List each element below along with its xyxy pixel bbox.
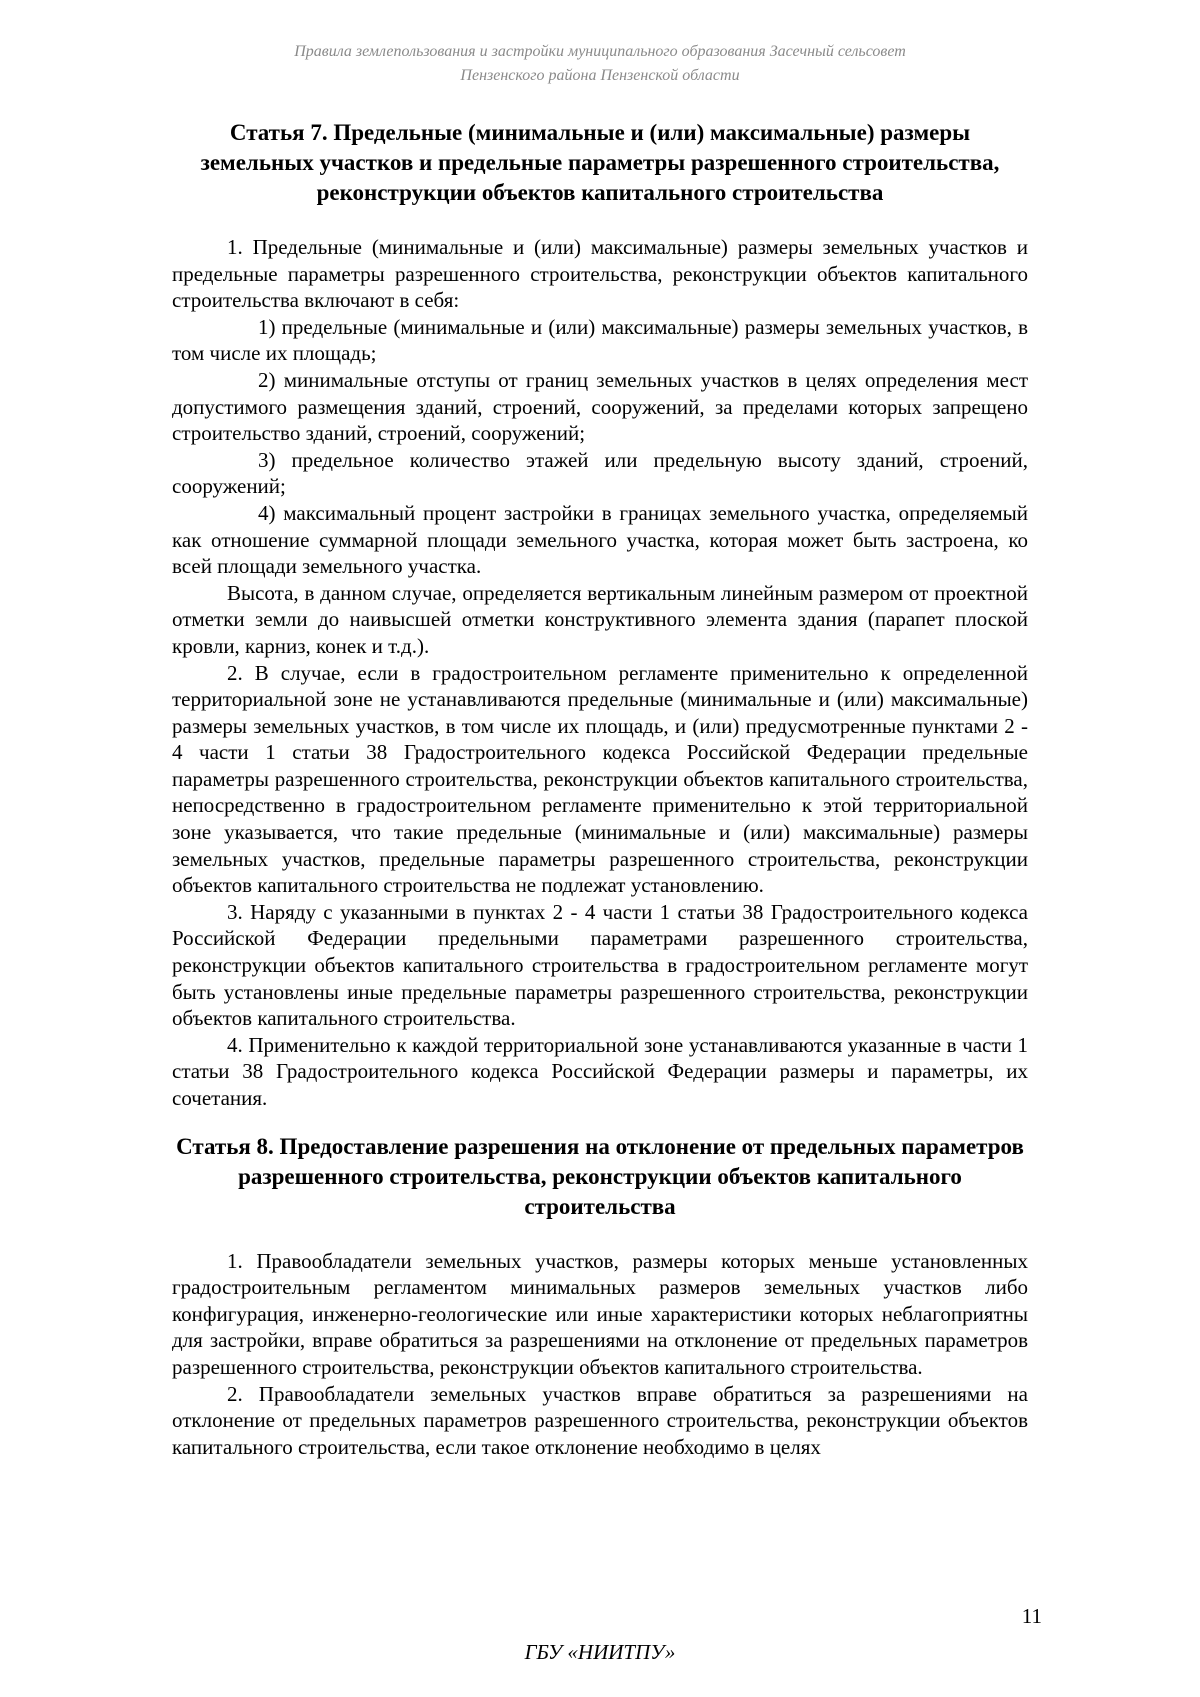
- article-8-title: Статья 8. Предоставление разрешения на отклонение от предельных параметров разрешенного строительства, реконструкции объектов капитального строительства: [176, 1133, 1024, 1219]
- article-7-paragraph: 2. В случае, если в градостроительном регламенте применительно к определенной территориальной зоне не устанавливаются предельные (минимальные и (или) максимальные) размеры земельных участков, в том числе их площадь, и (или) предусмотренные пунктами 2 - 4 части 1 статьи 38 Градостроительного кодекса Российской Федерации предельные параметры разрешенного строительства, реконструкции объектов капитального строительства, непосредственно в градостроительном регламенте применительно к этой территориальной зоне указывается, что такие предельные (минимальные и (или) максимальные) размеры земельных участков, предельные параметры разрешенного строительства, реконструкции объектов капитального строительства не подлежат установлению.: [172, 660, 1028, 898]
- page-content: [172, 118, 1028, 1460]
- article-7-body: [172, 234, 1028, 1112]
- article-7-paragraph: 3. Наряду с указанными в пунктах 2 - 4 части 1 статьи 38 Градостроительного кодекса Российской Федерации предельными параметрами разрешенного строительства, реконструкции объектов капитального строительства в градостроительном регламенте могут быть установлены иные предельные параметры разрешенного строительства, реконструкции объектов капитального строительства.: [172, 899, 1028, 1031]
- article-7-subitem: 1) предельные (минимальные и (или) максимальные) размеры земельных участков, в том числе их площадь;: [172, 314, 1028, 366]
- article-7-paragraph: 1. Предельные (минимальные и (или) максимальные) размеры земельных участков и предельные параметры разрешенного строительства, реконструкции объектов капитального строительства включают в себя:: [172, 235, 1028, 313]
- article-7-subitem: 4) максимальный процент застройки в границах земельного участка, определяемый как отношение суммарной площади земельного участка, которая может быть застроена, ко всей площади земельного участка.: [172, 500, 1028, 579]
- article-7-paragraph: Высота, в данном случае, определяется вертикальным линейным размером от проектной отметки земли до наивысшей отметки конструктивного элемента здания (парапет плоской кровли, карниз, конек и т.д.).: [172, 580, 1028, 658]
- article-7-subitem: 3) предельное количество этажей или предельную высоту зданий, строений, сооружений;: [172, 447, 1028, 499]
- page-number: 11: [1021, 1604, 1042, 1628]
- page-footer: ГБУ «НИИТПУ»: [524, 1640, 676, 1664]
- article-8-body: [172, 1248, 1028, 1461]
- article-8-paragraph: 2. Правообладатели земельных участков вправе обратиться за разрешениями на отклонение от предельных параметров разрешенного строительства, реконструкции объектов капитального строительства, если такое отклонение необходимо в целях: [172, 1381, 1028, 1459]
- article-7-subitem: 2) минимальные отступы от границ земельных участков в целях определения мест допустимого размещения зданий, строений, сооружений, за пределами которых запрещено строительство зданий, строений, сооружений;: [172, 367, 1028, 446]
- article-7-title: Статья 7. Предельные (минимальные и (или) максимальные) размеры земельных участков и предельные параметры разрешенного строительства, реконструкции объектов капитального строительства: [200, 120, 1000, 205]
- article-8-paragraph: 1. Правообладатели земельных участков, размеры которых меньше установленных градостроительным регламентом минимальных размеров земельных участков либо конфигурация, инженерно-геологические или иные характеристики которых неблагоприятны для застройки, вправе обратиться за разрешениями на отклонение от предельных параметров разрешенного строительства, реконструкции объектов капитального строительства.: [172, 1248, 1028, 1379]
- running-header-line-2: Пензенского района Пензенской области: [460, 67, 740, 84]
- running-header: [150, 40, 1050, 88]
- article-7-paragraph: 4. Применительно к каждой территориальной зоне устанавливаются указанные в части 1 статьи 38 Градостроительного кодекса Российской Федерации размеры и параметры, их сочетания.: [172, 1032, 1028, 1110]
- running-header-line-1: Правила землепользования и застройки муниципального образования Засечный сельсовет: [294, 43, 906, 60]
